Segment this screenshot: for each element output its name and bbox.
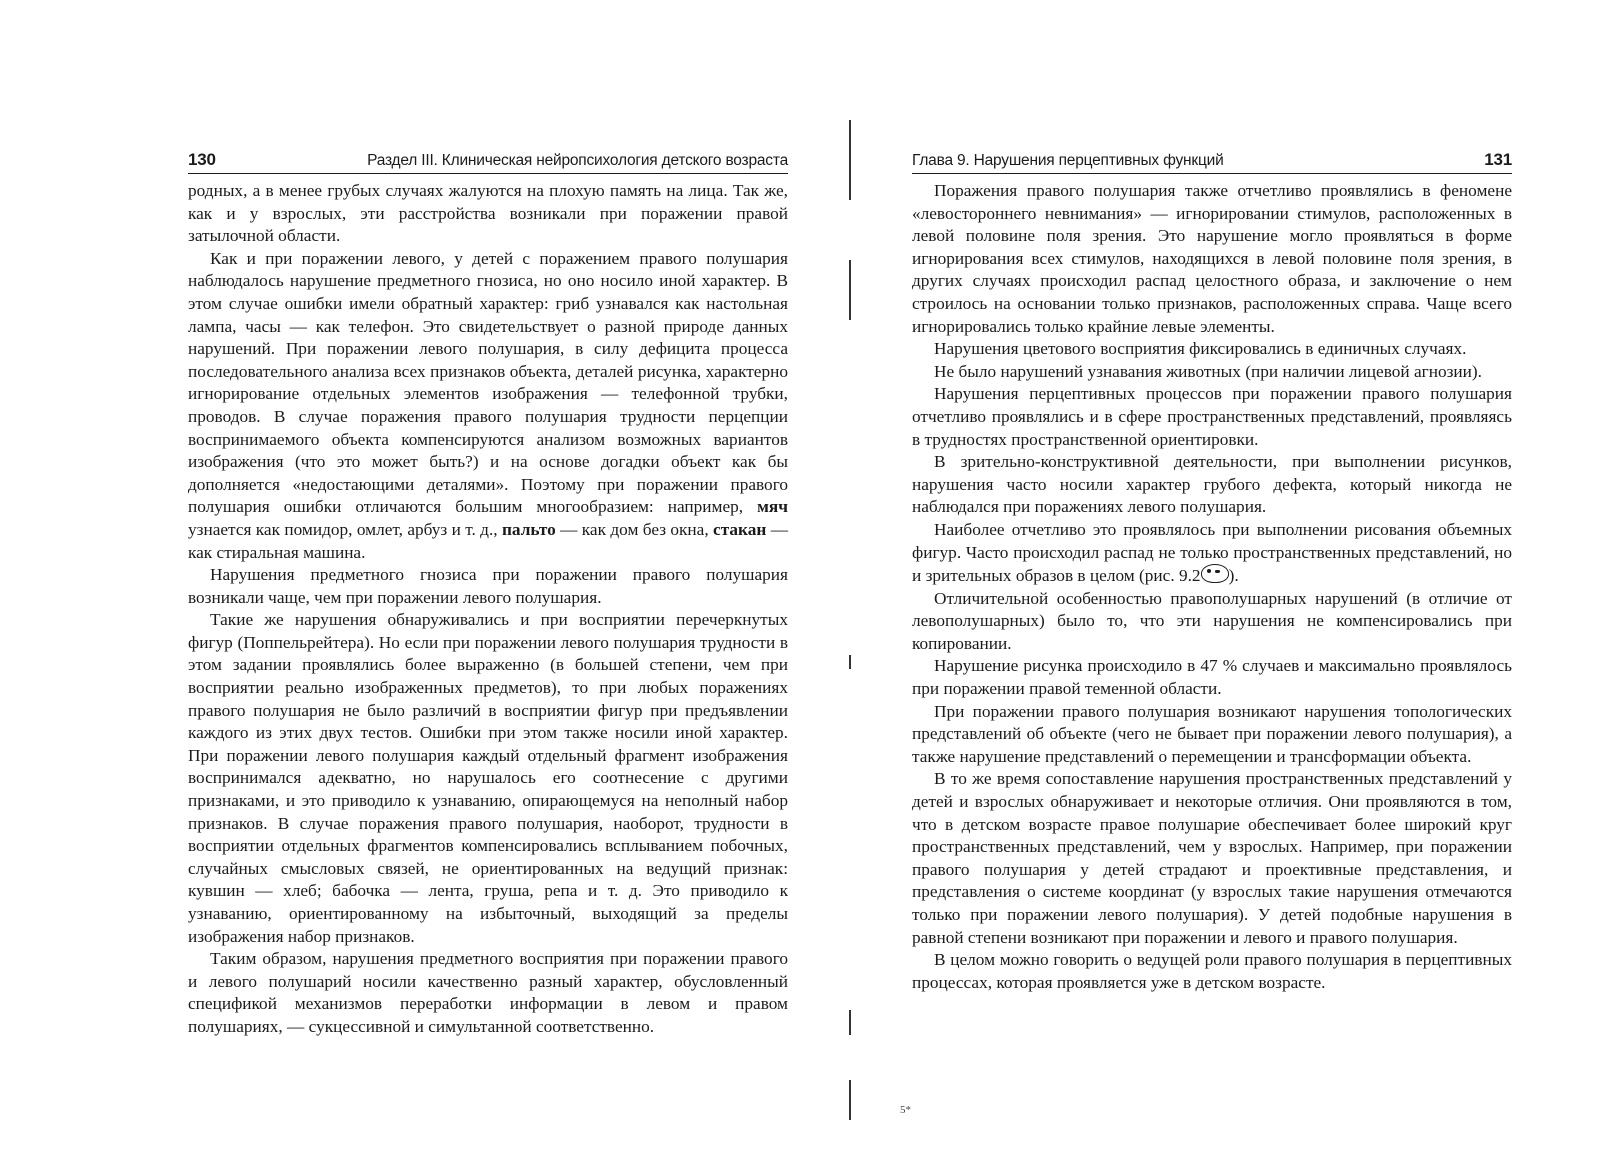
- paragraph: В целом можно говорить о ведущей роли правого полушария в перцептивных процессах, которая проявляется уже в детском возрасте.: [912, 950, 1512, 992]
- paragraph: Нарушения предметного гнозиса при поражении правого полушария возникали чаще, чем при поражении левого полушария.: [188, 565, 788, 607]
- paragraph: Наиболее отчетливо это проявлялось при выполнении рисования объемных фигур. Часто происходил распад не только пространственных представлений, но и зрительных образов в целом (рис. 9.2 ).: [912, 519, 1512, 586]
- running-head-title: Раздел III. Клиническая нейропсихология детского возраста: [367, 152, 788, 169]
- running-head: [912, 150, 1512, 174]
- gutter-line: [849, 655, 851, 669]
- paragraph: Нарушения перцептивных процессов при поражении правого полушария отчетливо проявлялись и в сфере пространственных представлений, проявляясь в трудностях пространственной ориентировки.: [912, 384, 1512, 449]
- paragraph: В то же время сопоставление нарушения пространственных представлений у детей и взрослых обнаруживает и некоторые отличия. Они проявляются в том, что в детском возрасте правое полушарие обеспечивает более широкий круг пространственных представлений, чем у взрослых. Например, при поражении правого полушария у детей страдают и проективные представления, и представления о системе координат (у взрослых такие нарушения отмечаются только при поражении левого полушария). У детей подобные нарушения в равной степени возникают при поражении и левого и правого полушария.: [912, 769, 1512, 947]
- paragraph: Таким образом, нарушения предметного восприятия при поражении правого и левого полушарий носили качественно разный характер, обусловленный спецификой механизмов переработки информации в левом и правом полушариях, — сукцессивной и симультанной соответственно.: [188, 949, 788, 1036]
- paragraph: Как и при поражении левого, у детей с поражением правого полушария наблюдалось нарушение предметного гнозиса, но оно носило иной характер. В этом случае ошибки имели обратный характер: гриб узнавался как настольная лампа, часы — как телефон. Это свидетельствует о разной природе данных нарушений. При поражении левого полушария, в силу дефицита процесса последовательного анализа всех признаков объекта, деталей рисунка, характерно игнорирование отдельных элементов изображения — телефонной трубки, проводов. В случае поражения правого полушария трудности перцепции воспринимаемого объекта компенсируются анализом возможных вариантов изображения (что это может быть?) и на основе догадки объект как бы дополняется «недостающими деталями». Поэтому при поражении правого полушария ошибки отличаются большим многообразием: например, мяч узнается как помидор, омлет, арбуз и т. д., пальто — как дом без окна, стакан — как стиральная машина.: [188, 248, 788, 562]
- multimedia-figure-icon[interactable]: [1201, 564, 1229, 583]
- gutter-line: [849, 120, 851, 200]
- gutter-line: [849, 1010, 851, 1035]
- running-head: [188, 150, 788, 174]
- paragraph: Отличительной особенностью правополушарных нарушений (в отличие от левополушарных) было то, что эти нарушения не компенсировались при копировании.: [912, 588, 1512, 653]
- gutter-line: [849, 1080, 851, 1120]
- body-text: [912, 180, 1512, 994]
- bold-term: пальто: [501, 519, 556, 539]
- paragraph: Нарушения цветового восприятия фиксировались в единичных случаях.: [934, 339, 1467, 359]
- paragraph: родных, а в менее грубых случаях жалуются на плохую память на лица. Так же, как и у взрослых, эти расстройства возникали при поражении правой затылочной области.: [188, 181, 788, 246]
- page-number: 130: [188, 150, 216, 169]
- paragraph: В зрительно-конструктивной деятельности, при выполнении рисунков, нарушения часто носили характер грубого дефекта, который никогда не наблюдался при поражениях левого полушария.: [912, 452, 1512, 517]
- paragraph: Такие же нарушения обнаруживались и при восприятии перечеркнутых фигур (Поппельрейтера). Но если при поражении левого полушария трудности в этом задании проявлялись более выраженно (в большей степени, чем при восприятии реально изображенных предметов), то при любых поражениях правого полушария не было различий в восприятии фигур при предъявлении каждого из этих двух тестов. Ошибки при этом также носили иной характер. При поражении левого полушария каждый отдельный фрагмент изображения воспринимался адекватно, но нарушалось его соотнесение с другими признаками, и это приводило к узнаванию, опирающемуся на неполный набор признаков. В случае поражения правого полушария, наоборот, трудности в восприятии отдельных фрагментов компенсировались всплыванием побочных, случайных смысловых связей, не ориентированных на ведущий признак: кувшин — хлеб; бабочка — лента, груша, репа и т. д. Это приводило к узнаванию, ориентированному на избыточный, выходящий за пределы изображения набор признаков.: [188, 610, 788, 946]
- running-head-title: Глава 9. Нарушения перцептивных функций: [912, 152, 1224, 169]
- signature-mark: 5*: [900, 1104, 911, 1116]
- bold-term: мяч: [757, 497, 788, 517]
- right-page: [912, 150, 1512, 994]
- paragraph: Нарушение рисунка происходило в 47 % случаев и максимально проявлялось при поражении правой теменной области.: [912, 656, 1512, 699]
- paragraph: Поражения правого полушария также отчетливо проявлялись в феномене «левостороннего невнимания» — игнорировании стимулов, расположенных в левой половине поля зрения. Это нарушение могло проявляться в форме игнорирования всех стимулов, находящихся в левой половине поля зрения, в других случаях происходил распад целостного образа, и заключение о нем строилось на основании только признаков, расположенных справа. Чаще всего игнорировались только крайние левые элементы.: [912, 181, 1512, 336]
- body-text: [188, 180, 788, 1039]
- page-number: 131: [1484, 150, 1512, 169]
- bold-term: стакан: [713, 519, 767, 539]
- paragraph: При поражении правого полушария возникают нарушения топологических представлений об объекте (чего не бывает при поражении левого полушария), а также нарушение представлений о перемещении и трансформации объекта.: [912, 701, 1512, 766]
- left-page: [188, 150, 788, 1039]
- paragraph: Не было нарушений узнавания животных (при наличии лицевой агнозии).: [934, 361, 1482, 381]
- gutter-line: [849, 260, 851, 320]
